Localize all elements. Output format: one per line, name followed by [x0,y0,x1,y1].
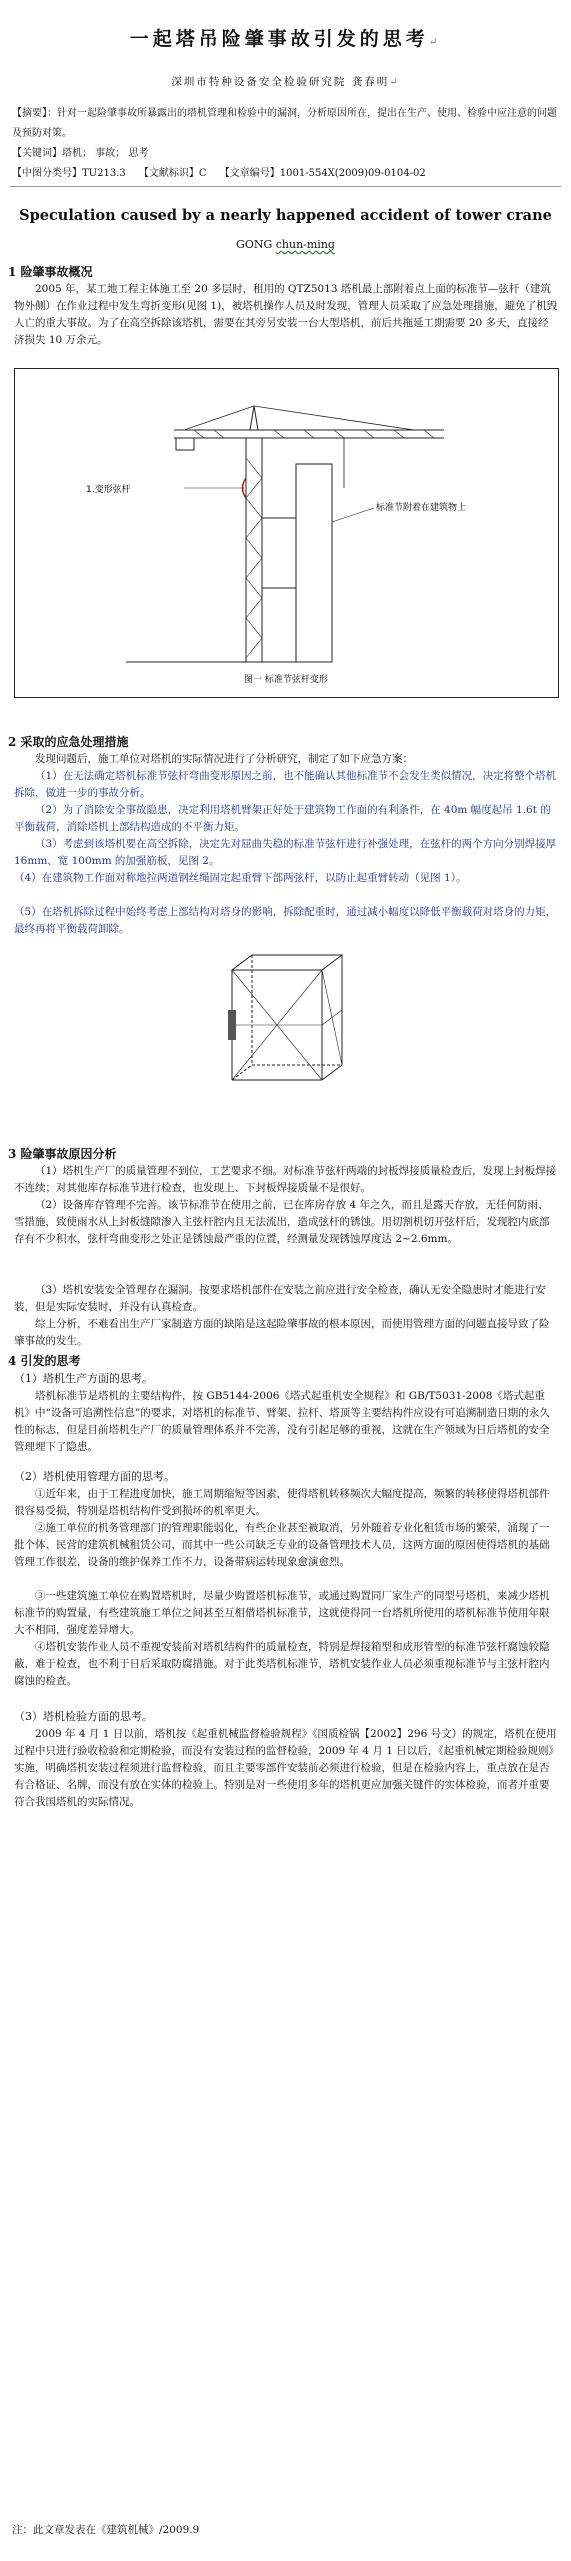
section-2-heading: 2 采取的应急处理措施 [8,735,129,749]
reinforcing-plate [228,1010,236,1040]
abstract-label: 【摘要】： [12,108,57,119]
section-3-item-3: （3）塔机安装安全管理存在漏洞。按要求塔机部件在安装之前应进行安全检查，确认无安全隐患时才能进行安装，但是实际安装时，并没有认真检查。 [14,1284,546,1313]
abstract-text: 针对一起险肇事故所暴露出的塔机管理和检验中的漏洞，分析原因所在，提出在生产、使用、检验中应注意的问题及预防对策。 [12,108,557,139]
keywords [12,144,557,164]
section-4-heading: 4 引发的思考 [8,1354,81,1368]
section-1-paragraph: 2005 年，某工地工程主体施工至 20 多层时，租用的 QTZ5013 塔机最上部附着点上面的标准节—弦杆（建筑物外侧）在作业过程中发生弯折变形(见图 1)，被塔机操作人员及时发现，管理人员采取了应急处理措施，避免了机毁人亡的重大事故。为了在高空拆除该塔机，需要在其旁另安装一台大型塔机，前后共拖延工期需要 20 多天，直接经济损失 10 万余元。 [14,283,558,346]
section-2-item-2: （2）为了消除安全事故隐患，决定利用塔机臂架正好处于建筑物工作面的有利条件，在 40m 幅度起吊 1.6t 的平衡载荷，消除塔机上部结构造成的不平衡力矩。 [14,804,551,833]
section-2-intro: 发现问题后，施工单位对塔机的实际情况进行了分析研究，制定了如下应急方案： [35,753,413,765]
classification-line: 【中图分类号】TU213.3 【文献标识】C 【文章编号】1001-554X(2009)09-0104-02 [12,168,426,179]
section-3-conclusion: 综上分析，不难看出生产厂家制造方面的缺陷是这起险肇事故的根本原因，而使用管理方面的问题直接导致了险肇事故的发生。 [14,1318,550,1347]
keywords-text: 塔机； 事故； 思考 [62,148,149,159]
section-4-sub-2-item-3: ③一些建筑施工单位在购置塔机时，尽量少购置塔机标准节，或通过购置同厂家生产的同型号塔机，来减少塔机标准节的购置量，有些建筑施工单位之间甚至互相借塔机标准节，这就使得同一台塔机所使用的塔机标准节使用年限大不相同，强度差异增大。 [14,1590,550,1636]
section-4-sub-2-item-1: ①近年来，由于工程进度加快，施工周期缩短等因素，使得塔机转移频次大幅度提高，频繁的转移使得塔机部件很容易受损，特别是塔机结构件受到损坏的机率更大。 [14,1488,550,1517]
figure-1-label-bent-chord: 1.变形弦杆 [86,485,131,495]
section-1-heading: 1 险肇事故概况 [8,265,93,279]
section-3-item-2: （2）设备库存管理不完善。该节标准节在使用之前，已在库房存放 4 年之久，而且是露天存放，无任何防雨、雪措施，致使雨水从上封板缝隙渗入主弦杆腔内且无法流出，造成弦杆的锈蚀。用切割机切开弦杆后，发现腔内底部存有不少积水，弦杆弯曲变形之处正是锈蚀最严重的位置，经测量发现锈蚀厚度达 2~2.6mm。 [14,1199,550,1245]
section-3-heading: 3 险肇事故原因分析 [8,1147,117,1161]
figure-2-reinforcement [212,940,362,1100]
section-2-item-5: （5）在塔机拆除过程中始终考虑上部结构对塔身的影响，拆除配重时，通过减小幅度以降低平衡载荷对塔身的力矩，最终再将平衡载荷卸除。 [14,906,557,935]
keywords-label: 【关键词】 [12,148,62,159]
section-4-sub-2-item-2: ②施工单位的机务管理部门的管理职能弱化，有些企业甚至被取消，另外随着专业化租赁市场的繁荣，涌现了一批个体、民营的建筑机械租赁公司，而其中一些公司缺乏专业的设备管理技术人员，这两方面的原因使得塔机的基础管理工作很差，设备的维护保养工作不力，设备带病运转现象愈演愈烈。 [14,1522,550,1568]
section-3-item-1: （1）塔机生产厂的质量管理不到位，工艺要求不细。对标准节弦杆两端的封板焊接质量检查后，发现上封板焊接不连续；对其他库存标准节进行检查，也发现上、下封板焊接质量不是很好。 [14,1165,557,1194]
author-affiliation: 深圳市特种设备安全检验研究院 龚春明↵ [171,76,400,88]
section-4-sub-3-text: 2009 年 4 月 1 日以前，塔机按《起重机械监督检验规程》《国质检锅【2002】296 号文）的规定，塔机在使用过程中只进行验收检验和定期检验，而没有安装过程的监督检验，2009 年 4 月 1 日以后，《起重机械定期检验规则》实施，明确塔机安装过程须进行监督检验，而且主要零部件安装前必须进行检验，但是在检验内容上，重点放在是否有合格证、名牌，而没有放在实体的检验上。特别是对一些使用多年的塔机更应加强关键件的实体检验，而者并重要符合我国塔机的实际情况。 [14,1728,560,1808]
english-author: GONG chun-ming [236,238,335,251]
publication-note: 注：此文章发表在《建筑机械》/2009.9 [12,2524,200,2536]
article-title: 一起塔吊险肇事故引发的思考↵ [129,28,442,50]
english-title: Speculation caused by a nearly happened accident of tower crane [19,207,552,224]
section-4-sub-2-item-4: ④塔机安装作业人员不重视安装前对塔机结构件的质量检查，特别是焊接箱型和成形管型的标准节弦杆腐蚀较隐蔽，难于检查，也不利于日后采取防腐措施。对于此类塔机标准节，塔机安装作业人员必须重视标准节与主弦杆腔内腐蚀的检查。 [14,1641,550,1687]
figure-1-caption: 图一 标准节弦杆变形 [244,675,328,685]
section-2-item-1: （1）在无法确定塔机标准节弦杆弯曲变形原因之前，也不能确认其他标准节不会发生类似情况，决定将整个塔机拆除，做进一步的事故分析。 [14,770,557,799]
article-number: 1001-554X(2009)09-0104-02 [279,168,426,179]
section-2-item-3: （3）考虑到该塔机要在高空拆除，决定先对屈曲失稳的标准节弦杆进行补强处理，在弦杆的两个方向分别焊接厚 16mm、宽 100mm 的加强筋板，见图 2。 [14,838,557,867]
clc-number: TU213.3 [82,168,126,179]
abstract [12,104,557,144]
figure-1-label-building: 标准节附着在建筑物上 [376,503,467,513]
figure-1-tower-crane [14,368,559,698]
section-4-sub-3: （3）塔机检验方面的思考。 [14,1710,153,1723]
section-2-item-4: （4）在建筑物工作面对称地拉两道钢丝绳固定起重臂下部两弦杆，以防止起重臂转动（见图 1）。 [14,872,467,884]
document-code: C [198,168,207,179]
divider [10,186,561,187]
section-4-sub-1: （1）塔机生产方面的思考。 [14,1372,153,1385]
section-4-sub-2: （2）塔机使用管理方面的思考。 [14,1470,175,1483]
section-4-sub-1-text: 塔机标准节是塔机的主要结构件，按 GB5144-2006《塔式起重机安全规程》和 GB/T5031-2008《塔式起重机》中“设备可追溯性信息”的要求，对塔机的标准节、臂架、拉杆、塔顶等主要结构件应设有可追溯制造日期的永久性的标志，但是目前塔机生产厂的质量管理体系并不完善，没有引起足够的重视，这就在生产领域为日后塔机的安全管理埋下了隐患。 [14,1390,550,1453]
